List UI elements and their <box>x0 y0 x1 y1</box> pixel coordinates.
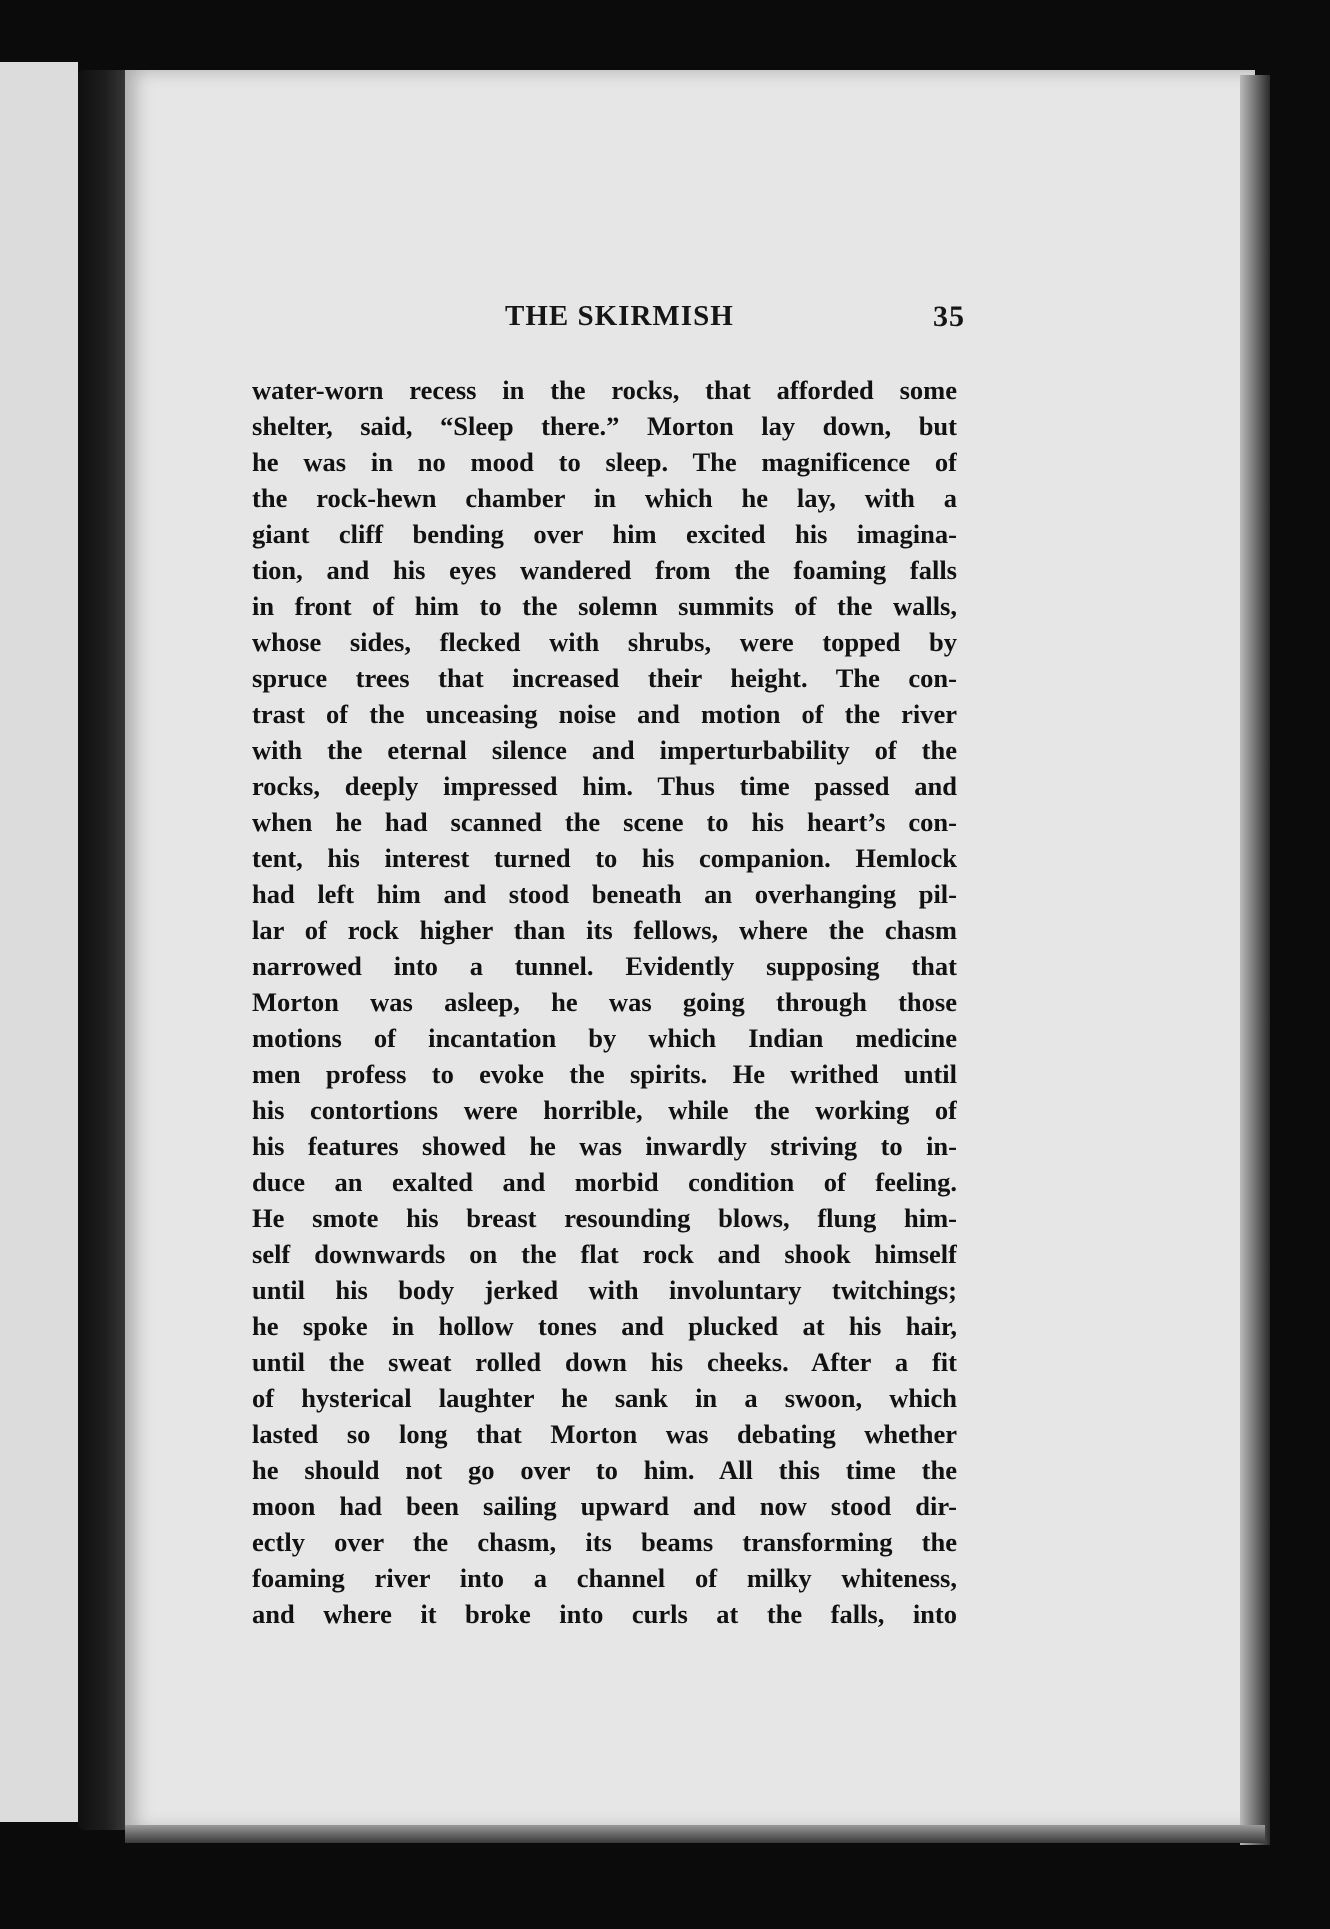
text-line: lasted so long that Morton was debating whether <box>252 1419 957 1449</box>
text-line: lar of rock higher than its fellows, where the chasm <box>252 915 957 945</box>
page-bottom-edge <box>125 1825 1265 1843</box>
text-line: his contortions were horrible, while the working of <box>252 1095 957 1125</box>
text-line: when he had scanned the scene to his heart’s con- <box>252 807 957 837</box>
book-binding-gutter <box>78 70 128 1830</box>
text-line: men profess to evoke the spirits. He writhed until <box>252 1059 957 1089</box>
body-text <box>252 372 957 1632</box>
chapter-title: THE SKIRMISH <box>505 300 734 332</box>
text-line: self downwards on the flat rock and shook himself <box>252 1239 957 1269</box>
text-line: spruce trees that increased their height. The con- <box>252 663 957 693</box>
text-line: until his body jerked with involuntary twitchings; <box>252 1275 957 1305</box>
text-line: with the eternal silence and imperturbability of the <box>252 735 957 765</box>
text-line: his features showed he was inwardly striving to in- <box>252 1131 957 1161</box>
text-line: giant cliff bending over him excited his imagina- <box>252 519 957 549</box>
text-line: water-worn recess in the rocks, that afforded some <box>252 375 957 405</box>
text-line: he should not go over to him. All this time the <box>252 1455 957 1485</box>
text-line: until the sweat rolled down his cheeks. After a fit <box>252 1347 957 1377</box>
running-head <box>505 300 965 340</box>
text-line: rocks, deeply impressed him. Thus time passed and <box>252 771 957 801</box>
text-line: the rock-hewn chamber in which he lay, with a <box>252 483 957 513</box>
text-line: ectly over the chasm, its beams transforming the <box>252 1527 957 1557</box>
page-fore-edge <box>1240 75 1270 1845</box>
text-line: narrowed into a tunnel. Evidently supposing that <box>252 951 957 981</box>
text-line: He smote his breast resounding blows, flung him- <box>252 1203 957 1233</box>
text-line: shelter, said, “Sleep there.” Morton lay down, but <box>252 411 957 441</box>
text-line: he was in no mood to sleep. The magnificence of <box>252 447 957 477</box>
text-line: trast of the unceasing noise and motion of the river <box>252 699 957 729</box>
text-line: moon had been sailing upward and now stood dir- <box>252 1491 957 1521</box>
page-number: 35 <box>933 300 965 333</box>
text-line: and where it broke into curls at the falls, into <box>252 1599 957 1629</box>
text-line: whose sides, flecked with shrubs, were topped by <box>252 627 957 657</box>
facing-page-edge <box>0 62 78 1822</box>
text-line: he spoke in hollow tones and plucked at his hair, <box>252 1311 957 1341</box>
text-line: had left him and stood beneath an overhanging pil- <box>252 879 957 909</box>
text-line: in front of him to the solemn summits of the walls, <box>252 591 957 621</box>
text-line: foaming river into a channel of milky whiteness, <box>252 1563 957 1593</box>
text-line: Morton was asleep, he was going through those <box>252 987 957 1017</box>
text-line: tion, and his eyes wandered from the foaming falls <box>252 555 957 585</box>
text-line: tent, his interest turned to his companion. Hemlock <box>252 843 957 873</box>
text-line: of hysterical laughter he sank in a swoon, which <box>252 1383 957 1413</box>
text-line: motions of incantation by which Indian medicine <box>252 1023 957 1053</box>
text-line: duce an exalted and morbid condition of feeling. <box>252 1167 957 1197</box>
